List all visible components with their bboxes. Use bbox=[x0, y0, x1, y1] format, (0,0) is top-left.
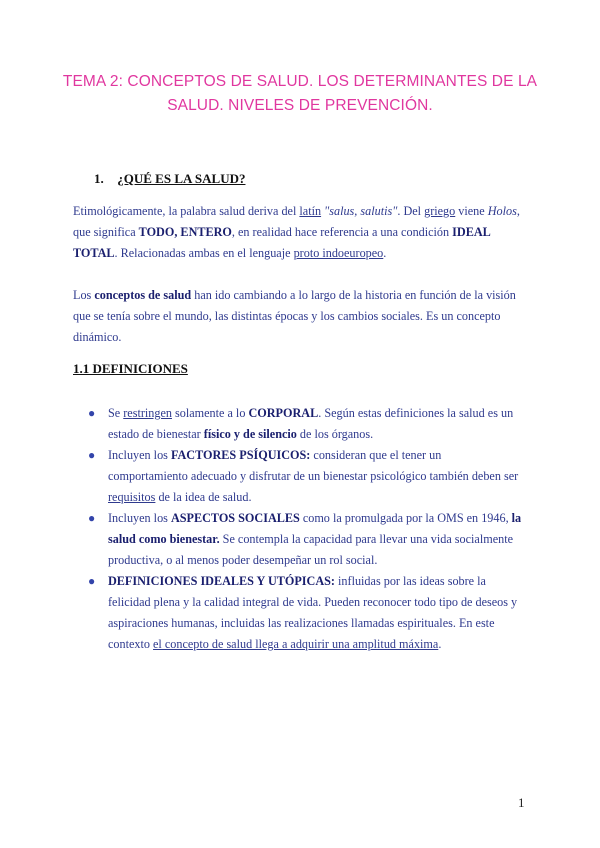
text-run-bold: ASPECTOS SOCIALES bbox=[170, 511, 300, 525]
text-run: Los bbox=[73, 288, 95, 302]
text-run: . Según estas definiciones la salud es un estado de bienestar bbox=[108, 406, 514, 441]
text-run-bold: FACTORES PSÍQUICOS: bbox=[170, 448, 311, 462]
bullet-icon: ● bbox=[88, 406, 96, 420]
text-run-bold: TODO, ENTERO bbox=[138, 225, 232, 239]
text-run-bold: la salud como bienestar. bbox=[108, 511, 522, 546]
bullet-icon: ● bbox=[88, 448, 96, 462]
text-run: . bbox=[438, 637, 442, 651]
link-requisitos[interactable]: requisitos bbox=[108, 490, 156, 504]
bullet-icon: ● bbox=[88, 511, 96, 525]
section-heading-1 bbox=[94, 171, 245, 187]
text-run: . Del bbox=[397, 204, 425, 218]
list-item bbox=[88, 445, 524, 508]
text-run-bold: CORPORAL bbox=[248, 406, 319, 420]
text-run: Se bbox=[108, 406, 124, 420]
text-run: de los órganos. bbox=[296, 427, 374, 441]
section-title: ¿QUÉ ES LA SALUD? bbox=[117, 171, 246, 186]
text-run: . bbox=[383, 246, 387, 260]
text-run: influidas por las ideas sobre la felicidad plena y la calidad integral de vida. Pueden reconocer todo tipo de deseos y aspiraciones humanas, incluidas las realizaciones llamadas espirituales. En este contexto bbox=[108, 574, 518, 651]
text-run: solamente a lo bbox=[171, 406, 249, 420]
text-run: , en realidad hace referencia a una condición bbox=[231, 225, 453, 239]
text-run: , que significa bbox=[73, 204, 520, 239]
text-run-italic: Holos bbox=[487, 204, 517, 218]
text-run: de la idea de salud. bbox=[155, 490, 252, 504]
text-run: Se contempla la capacidad para llevar una vida socialmente productiva, o al menos poder desempeñar un rol social. bbox=[108, 532, 514, 567]
text-run: han ido cambiando a lo largo de la historia en función de la visión que se tenía sobre el mundo, las distintas épocas y los cambios sociales. Es un concepto dinámico. bbox=[73, 288, 516, 344]
text-run-bold: físico y de silencio bbox=[203, 427, 297, 441]
link-restringen[interactable]: restringen bbox=[123, 406, 172, 420]
title-line-2: SALUD. NIVELES DE PREVENCIÓN. bbox=[167, 97, 433, 114]
text-run: como la promulgada por la OMS en 1946, bbox=[299, 511, 512, 525]
list-item bbox=[88, 508, 524, 571]
page-number: 1 bbox=[518, 795, 525, 810]
paragraph-concepts bbox=[73, 285, 521, 348]
text-run: consideran que el tener un comportamiento adecuado y disfrutar de un bienestar psicológico también deben ser bbox=[108, 448, 519, 483]
text-run-bold: IDEAL TOTAL bbox=[73, 225, 491, 260]
list-item bbox=[88, 403, 524, 445]
definitions-list bbox=[88, 403, 524, 655]
subsection-heading: 1.1 DEFINICIONES bbox=[73, 361, 188, 376]
link-griego[interactable]: griego bbox=[424, 204, 456, 218]
text-run: Etimológicamente, la palabra salud deriva del bbox=[73, 204, 300, 218]
text-run: viene bbox=[455, 204, 488, 218]
link-concepto-salud[interactable]: el concepto de salud llega a adquirir una amplitud máxima bbox=[153, 637, 439, 651]
text-run-italic: "salus, salutis" bbox=[324, 204, 398, 218]
list-item bbox=[88, 571, 524, 655]
link-latin[interactable]: latín bbox=[299, 204, 322, 218]
link-proto-indoeuropeo[interactable]: proto indoeuropeo bbox=[293, 246, 384, 260]
section-number: 1. bbox=[94, 171, 104, 186]
document-title bbox=[60, 70, 540, 118]
text-run-bold: conceptos de salud bbox=[94, 288, 192, 302]
text-run: Incluyen los bbox=[108, 511, 171, 525]
text-run: . Relacionadas ambas en el lenguaje bbox=[114, 246, 294, 260]
bullet-icon: ● bbox=[88, 574, 96, 588]
text-run: Incluyen los bbox=[108, 448, 171, 462]
title-line-1: TEMA 2: CONCEPTOS DE SALUD. LOS DETERMINANTES DE LA bbox=[62, 73, 538, 90]
paragraph-etymology bbox=[73, 201, 521, 264]
text-run-bold: DEFINICIONES IDEALES Y UTÓPICAS: bbox=[108, 574, 335, 588]
